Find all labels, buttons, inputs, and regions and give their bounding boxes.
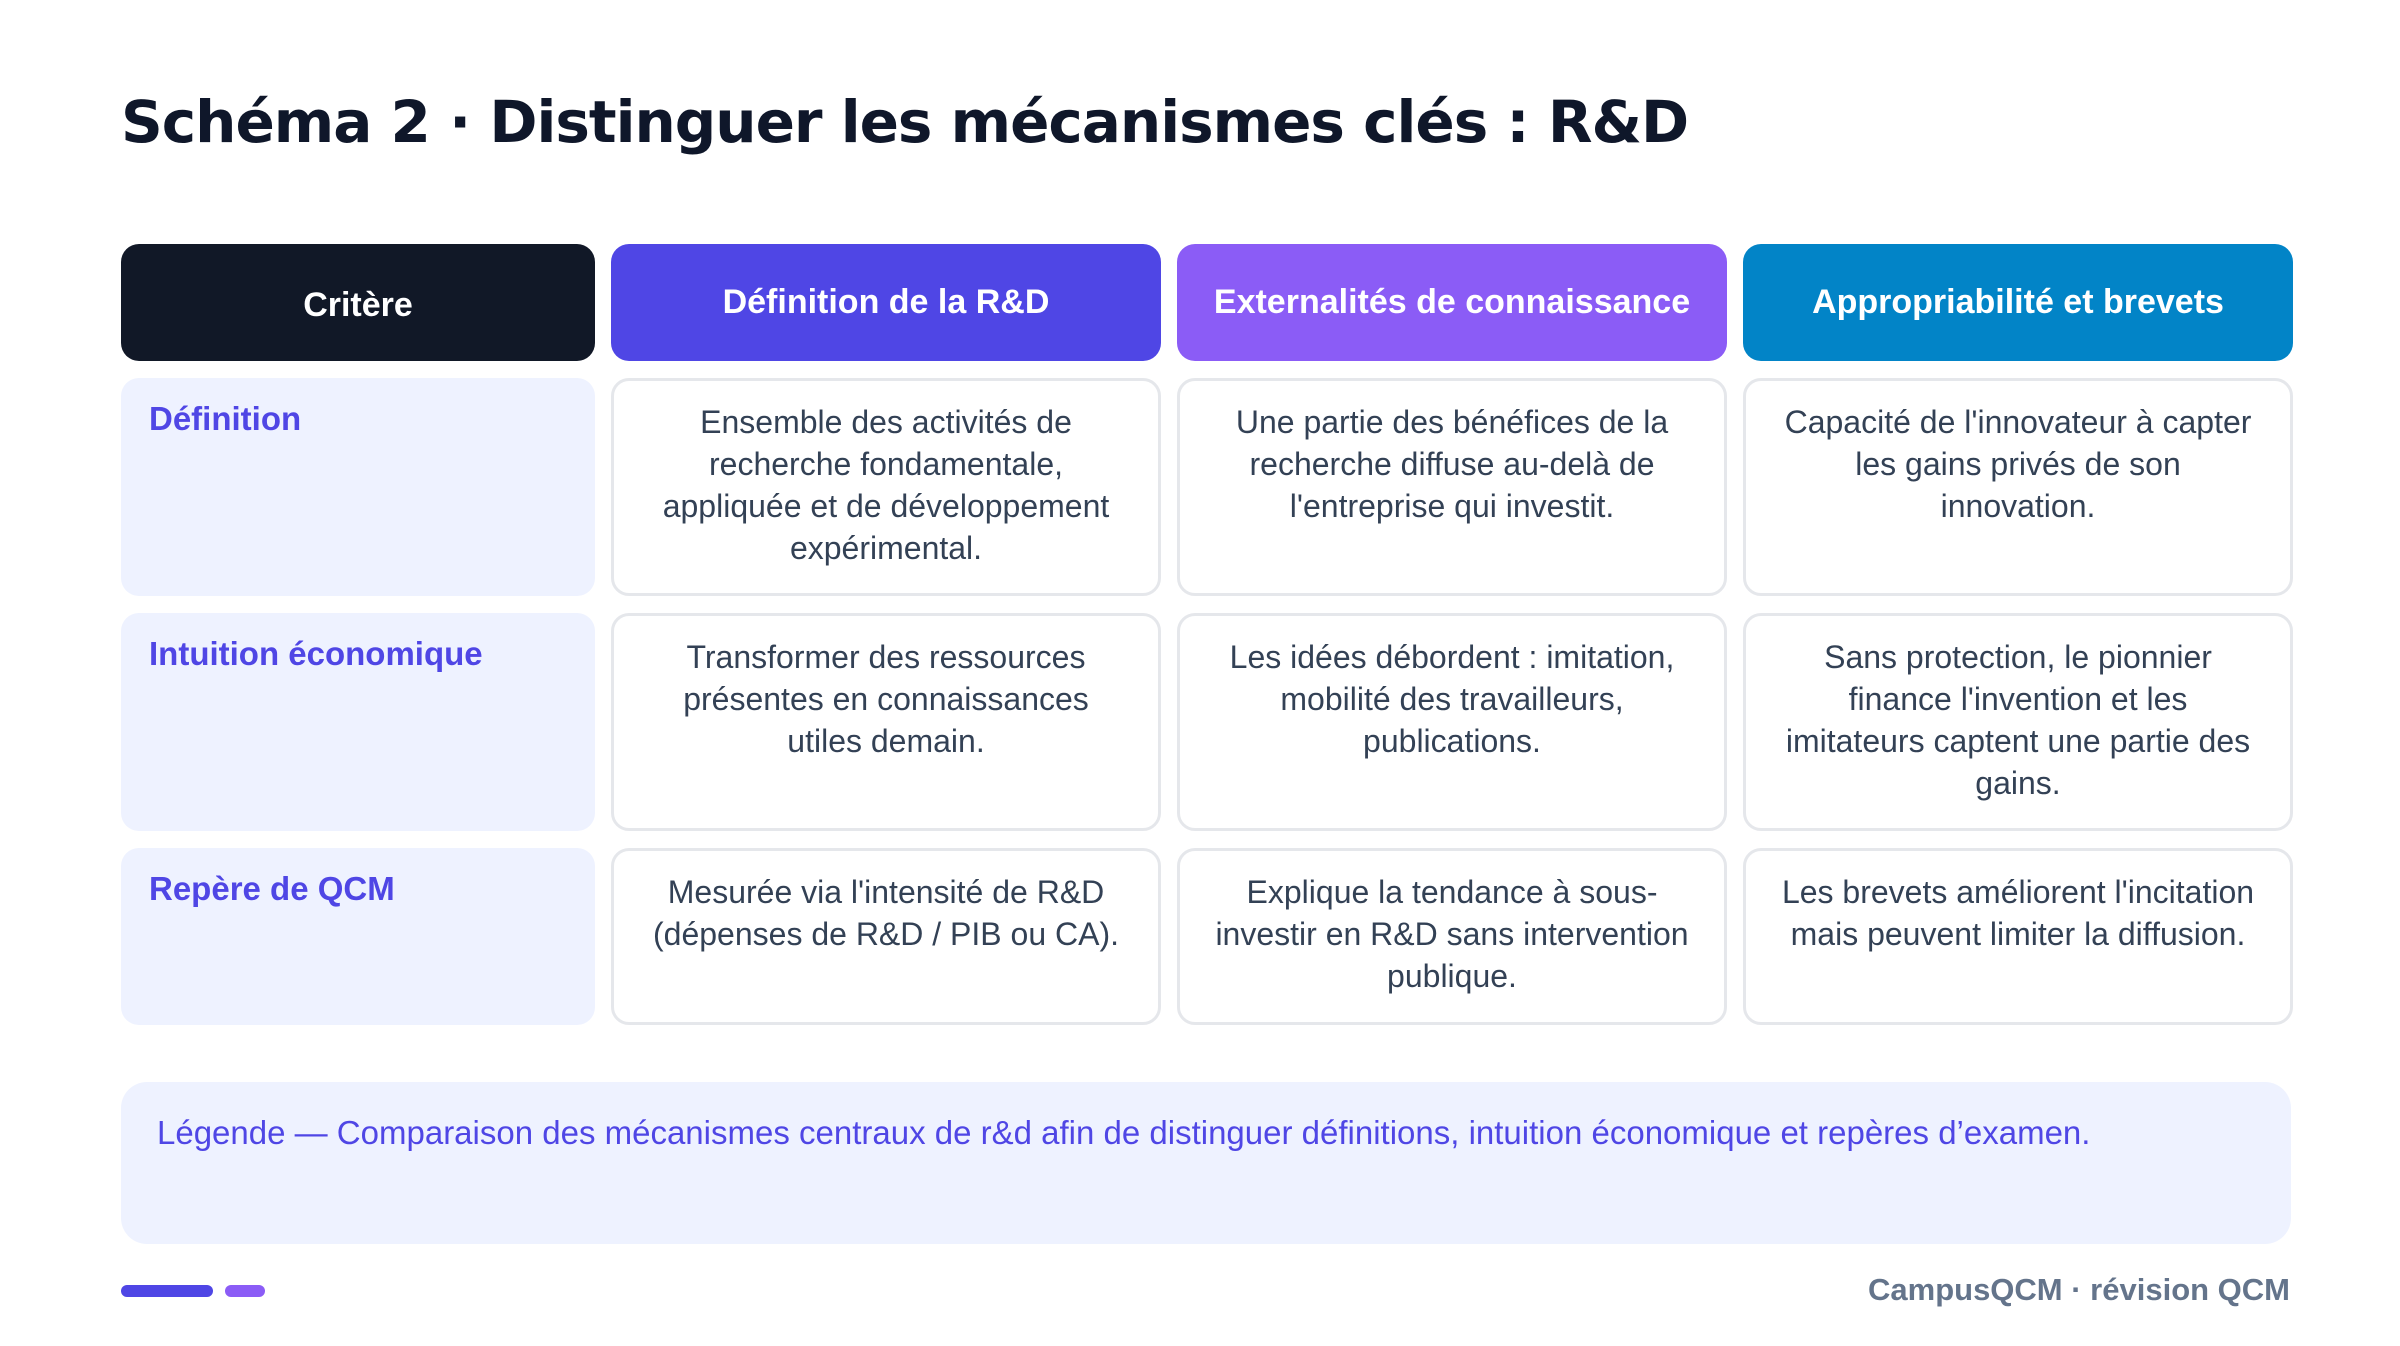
table-cell: Mesurée via l'intensité de R&D (dépenses de R&D / PIB ou CA).: [611, 848, 1161, 1025]
table-cell: Sans protection, le pionnier finance l'invention et les imitateurs captent une partie des gains.: [1743, 613, 2293, 831]
table-cell: Les idées débordent : imitation, mobilité des travailleurs, publications.: [1177, 613, 1727, 831]
header-criterion: Critère: [121, 244, 595, 361]
header-appropriability-patents: Appropriabilité et brevets: [1743, 244, 2293, 361]
legend-text: Légende — Comparaison des mécanismes centraux de r&d afin de distinguer définitions, intuition économique et repères d’examen.: [157, 1114, 2091, 1151]
page-title: Schéma 2 · Distinguer les mécanismes clés : R&D: [121, 88, 1689, 156]
table-cell: Les brevets améliorent l'incitation mais peuvent limiter la diffusion.: [1743, 848, 2293, 1025]
header-knowledge-externalities: Externalités de connaissance: [1177, 244, 1727, 361]
table-cell: Capacité de l'innovateur à capter les gains privés de son innovation.: [1743, 378, 2293, 596]
table-cell: Transformer des ressources présentes en connaissances utiles demain.: [611, 613, 1161, 831]
legend-box: [121, 1082, 2291, 1244]
comparison-table: [121, 244, 2285, 1025]
table-cell: Ensemble des activités de recherche fondamentale, appliquée et de développement expérimental.: [611, 378, 1161, 596]
row-criterion-definition: Définition: [121, 378, 595, 596]
table-cell: Une partie des bénéfices de la recherche diffuse au-delà de l'entreprise qui investit.: [1177, 378, 1727, 596]
accent-bar-indigo: [121, 1285, 213, 1297]
accent-bar-violet: [225, 1285, 265, 1297]
table-cell: Explique la tendance à sous-investir en R&D sans intervention publique.: [1177, 848, 1727, 1025]
header-rd-definition: Définition de la R&D: [611, 244, 1161, 361]
footer-brand: CampusQCM · révision QCM: [1868, 1272, 2290, 1307]
row-criterion-qcm: Repère de QCM: [121, 848, 595, 1025]
row-criterion-intuition: Intuition économique: [121, 613, 595, 831]
